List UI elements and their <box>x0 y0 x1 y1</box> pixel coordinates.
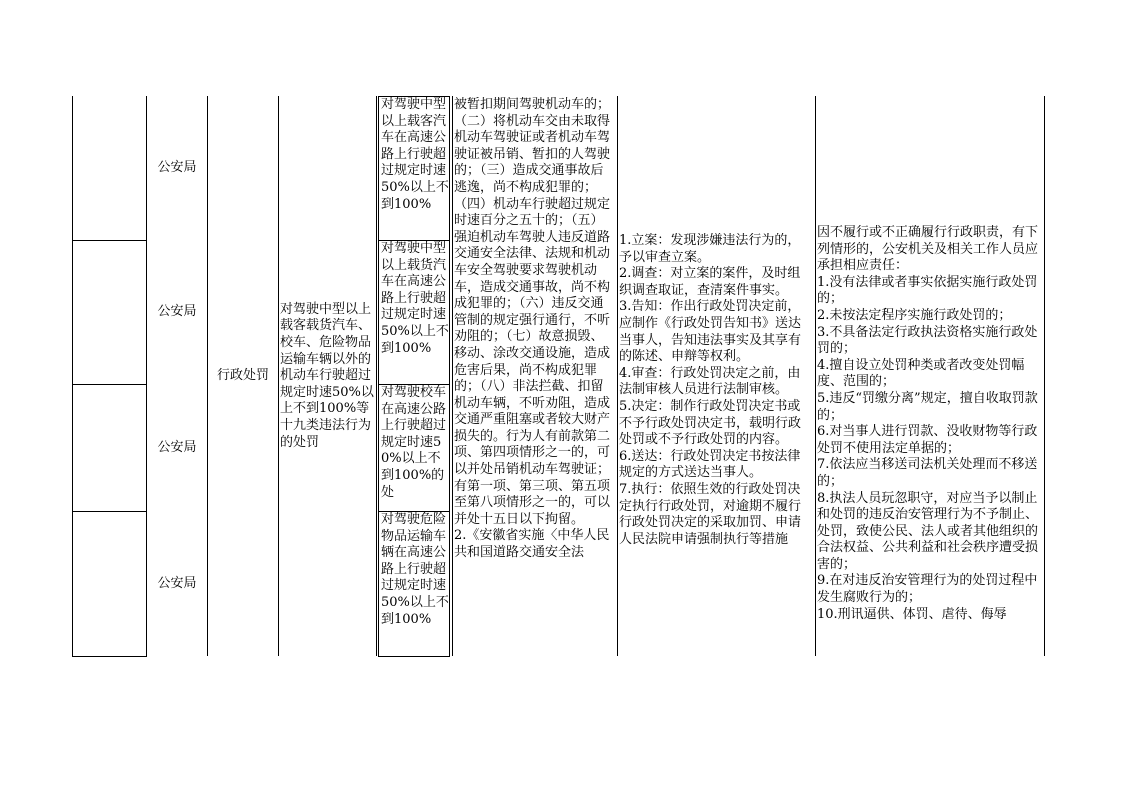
grid-line-v8 <box>815 96 816 656</box>
department-cell <box>147 241 207 384</box>
legal-basis-cell: 被暂扣期间驾驶机动车的；（二）将机动车交由未取得机动车驾驶证或者机动车驾驶证被吊销、暂扣的人驾驶的；（三）造成交通事故后逃逸，尚不构成犯罪的；（四）机动车行驶超过规定时速百分之五十的；（五）强迫机动车驾驶人违反道路交通安全法律、法规和机动车安全驾驶要求驾驶机动车，造成交通事故，尚不构成犯罪的；（六）违反交通管制的规定强行通行，不听劝阻的；（七）故意损毁、移动、涂改交通设施，造成危害后果，尚不构成犯罪的；（八）非法拦截、扣留机动车辆，不听劝阻，造成交通严重阻塞或者较大财产损失的。行为人有前款第二项、第四项情形之一的，可以并处吊销机动车驾驶证；有第一项、第三项、第五项至第八项情形之一的，可以并处十五日以下拘留。 2.《安徽省实施〈中华人民共和国道路交通安全法 <box>454 97 611 561</box>
item-name-cell <box>280 97 374 656</box>
department-label: 公安局 <box>157 304 197 320</box>
grid-line-v6 <box>452 96 453 656</box>
department-label: 公安局 <box>157 439 197 455</box>
grid-line-h1 <box>72 240 147 241</box>
grid-line-v7 <box>617 96 618 656</box>
grid-line-v5 <box>376 96 377 656</box>
item-name-text: 对驾驶中型以上载客载货汽车、校车、危险物品运输车辆以外的机动车行驶超过规定时速50%以上不到100%等十九类违法行为的处罚 <box>280 301 374 450</box>
department-cell <box>147 385 207 511</box>
department-cell <box>147 97 207 240</box>
grid-line-v4 <box>278 96 279 656</box>
category-cell <box>208 97 278 656</box>
grid-line-h3 <box>72 511 147 512</box>
sub-item-box: 对驾驶校车在高速公路上行驶超过规定时速50%以上不到100%的处 <box>378 384 450 512</box>
grid-line-v1 <box>72 96 73 656</box>
sub-item-box: 对驾驶危险物品运输车辆在高速公路上行驶超过规定时速50%以上不到100% <box>378 511 450 657</box>
sub-item-box: 对驾驶中型以上载货汽车在高速公路上行驶超过规定时速50%以上不到100% <box>378 240 450 385</box>
department-label: 公安局 <box>157 160 197 176</box>
category-label: 行政处罚 <box>216 368 269 384</box>
grid-line-h4 <box>72 656 147 657</box>
department-label: 公安局 <box>157 575 197 591</box>
sub-item-box: 对驾驶中型以上载客汽车在高速公路上行驶超过规定时速50%以上不到100% <box>378 96 450 241</box>
department-cell <box>147 512 207 656</box>
responsibility-cell: 因不履行或不正确履行行政职责，有下列情形的，公安机关及相关工作人员应承担相应责任： 1.没有法律或者事实依据实施行政处罚的； 2.未按法定程序实施行政处罚的； 3.不具备法定行政执法资格实施行政处罚的； 4.擅自设立处罚种类或者改变处罚幅度、范围的； 5.违反“罚缴分离”规定，擅自收取罚款的； 6.对当事人进行罚款、没收财物等行政处罚不使用法定单据的； 7.依法应当移送司法机关处理而不移送的； 8.执法人员玩忽职守，对应当予以制止和处罚的违反治安管理行为不予制止、处罚，致使公民、法人或者其他组织的合法权益、公共利益和社会秩序遭受损害的； 9.在对违反治安管理行为的处罚过程中发生腐败行为的； 10.刑讯逼供、体罚、虐待、侮辱 <box>817 225 1039 622</box>
grid-line-v9 <box>1044 96 1045 656</box>
procedure-cell: 1.立案：发现涉嫌违法行为的，予以审查立案。 2.调查：对立案的案件，及时组织调查取证，查清案件事实。 3.告知：作出行政处罚决定前，应制作《行政处罚告知书》送达当事人，告知违法事实及其享有的陈述、申辩等权利。 4.审查：行政处罚决定之前，由法制审核人员进行法制审核。 5.决定：制作行政处罚决定书或不予行政处罚决定书，载明行政处罚或不予行政处罚的内容。 6.送达：行政处罚决定书按法律规定的方式送达当事人。 7.执行：依照生效的行政处罚决定执行行政处罚，对逾期不履行行政处罚决定的采取加罚、申请人民法院申请强制执行等措施 <box>619 233 802 547</box>
grid-line-h2 <box>72 384 147 385</box>
